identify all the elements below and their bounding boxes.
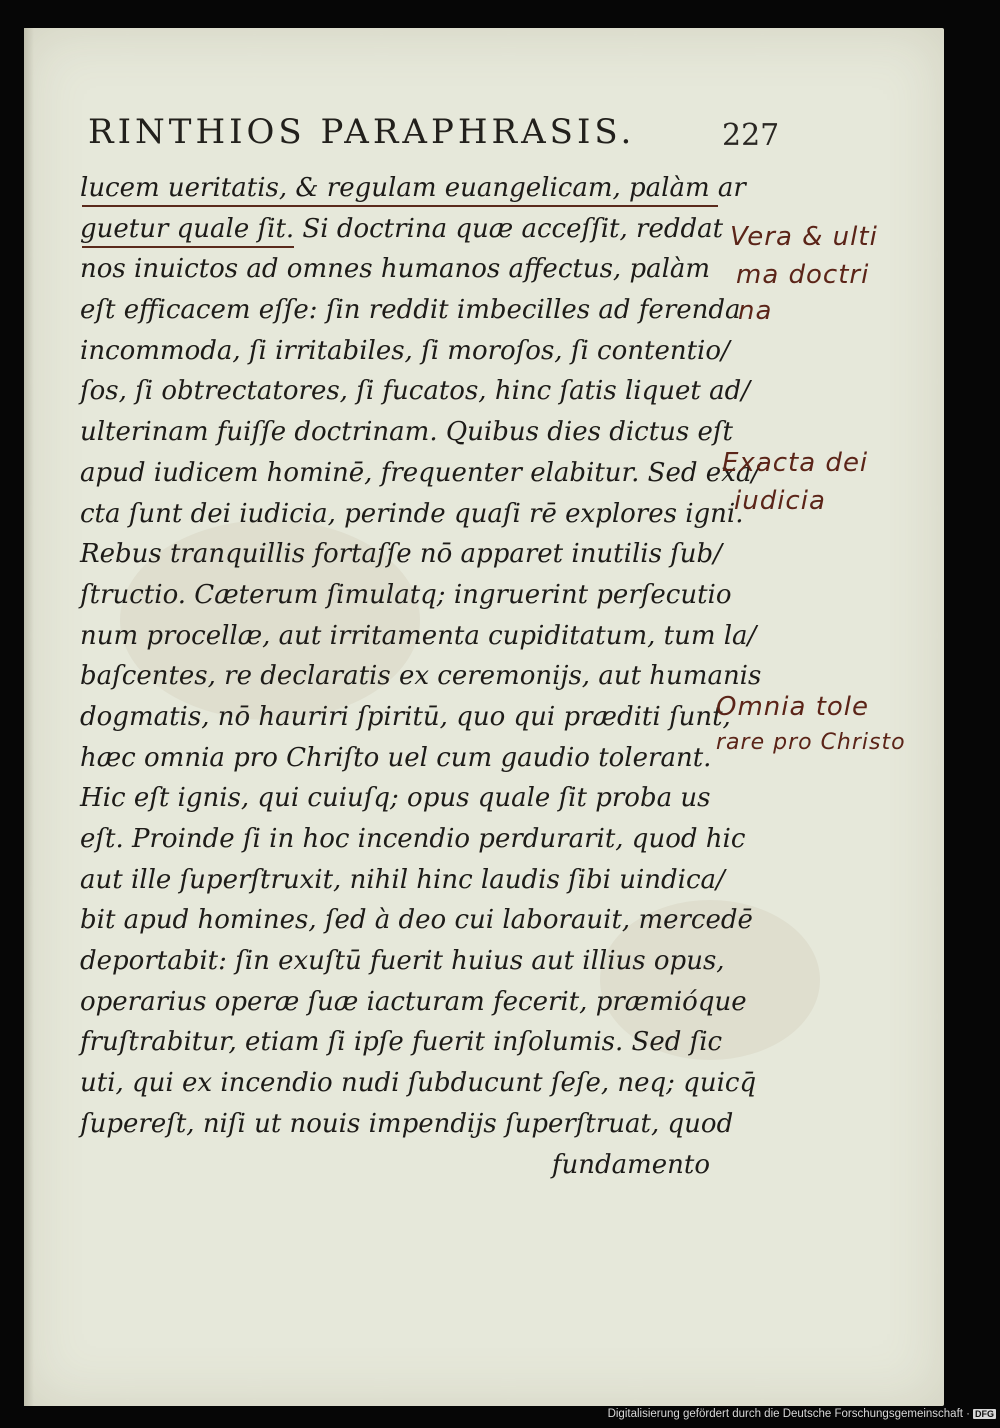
text-line: lucem ueritatis, & regulam euangelicam, palàm ar <box>80 173 746 203</box>
main-text-block <box>80 168 762 1185</box>
marginal-note: iudicia <box>734 486 826 516</box>
text-line: Rebus tranquillis fortaſſe nō apparet inutilis ſub/ <box>80 539 722 570</box>
page-gutter-shadow <box>24 28 34 1406</box>
text-line: eſt. Proinde ſi in hoc incendio perdurarit, quod hic <box>80 824 746 854</box>
text-line: eſt efficacem eſſe: ſin reddit imbecilles ad ferenda <box>80 295 741 326</box>
text-line: incommoda, ſi irritabiles, ſi moroſos, ſi contentio/ <box>80 335 730 366</box>
text-line: operarius operæ ſuæ iacturam fecerit, præmióque <box>80 986 747 1017</box>
text-line: num procellæ, aut irritamenta cupiditatum, tum la/ <box>80 620 757 651</box>
text-line: dogmatis, nō hauriri ſpiritū, quo qui præditi ſunt, <box>80 701 731 732</box>
text-line: Hic eſt ignis, qui cuiuſq; opus quale ſit proba us <box>80 783 711 814</box>
text-line: ſtructio. Cæterum ſimulatq; ingruerint perſecutio <box>80 579 732 610</box>
text-line: fruſtrabitur, etiam ſi ipſe fuerit inſolumis. Sed ſic <box>80 1027 723 1058</box>
dfg-logo: DFG <box>975 1409 994 1419</box>
text-line: nos inuictos ad omnes humanos affectus, palàm <box>80 254 711 285</box>
handwritten-underline <box>82 246 294 248</box>
marginal-note: na <box>738 296 773 326</box>
text-line: cta ſunt dei iudicia, perinde quaſi rē explores igni. <box>80 498 744 529</box>
handwritten-underline <box>82 205 718 207</box>
credit-text: Digitalisierung gefördert durch die Deutsche Forschungsgemeinschaft · <box>607 1408 970 1420</box>
text-line: bit apud homines, ſed à deo cui laborauit, mercedē <box>80 905 753 936</box>
text-line: deportabit: ſin exuſtū fuerit huius aut illius opus, <box>80 946 725 977</box>
text-line: ſos, ſi obtrectatores, ſi fucatos, hinc ſatis liquet ad/ <box>80 376 750 407</box>
marginal-note: Exacta dei <box>722 448 869 478</box>
running-title: RINTHIOS PARAPHRASIS. <box>88 112 636 152</box>
marginal-note: Omnia tole <box>716 692 870 722</box>
text-line: uti, qui ex incendio nudi ſubducunt ſeſe, neq; quicq̄ <box>80 1068 757 1099</box>
text-line: ſupereſt, niſi ut nouis impendijs ſuperſtruat, quod <box>80 1108 734 1139</box>
text-line: aut ille ſuperſtruxit, nihil hinc laudis ſibi uindica/ <box>80 864 725 895</box>
marginal-note: ma doctri <box>736 260 870 290</box>
catchword: fundamento <box>551 1149 710 1180</box>
marginal-note: rare pro Christo <box>716 730 906 755</box>
marginal-note: Vera & ulti <box>730 222 878 252</box>
page-number: 227 <box>722 118 780 153</box>
text-line: hæc omnia pro Chriſto uel cum gaudio tolerant. <box>80 742 712 773</box>
digitization-credit <box>596 1408 996 1426</box>
text-line: baſcentes, re declaratis ex ceremonijs, aut humanis <box>80 661 762 692</box>
text-line: apud iudicem hominē, frequenter elabitur. Sed exa/ <box>80 457 761 488</box>
text-line: guetur quale ſit. Si doctrina quæ acceſſit, reddat <box>80 213 724 244</box>
text-line: ulterinam fuiſſe doctrinam. Quibus dies dictus eſt <box>80 417 733 448</box>
